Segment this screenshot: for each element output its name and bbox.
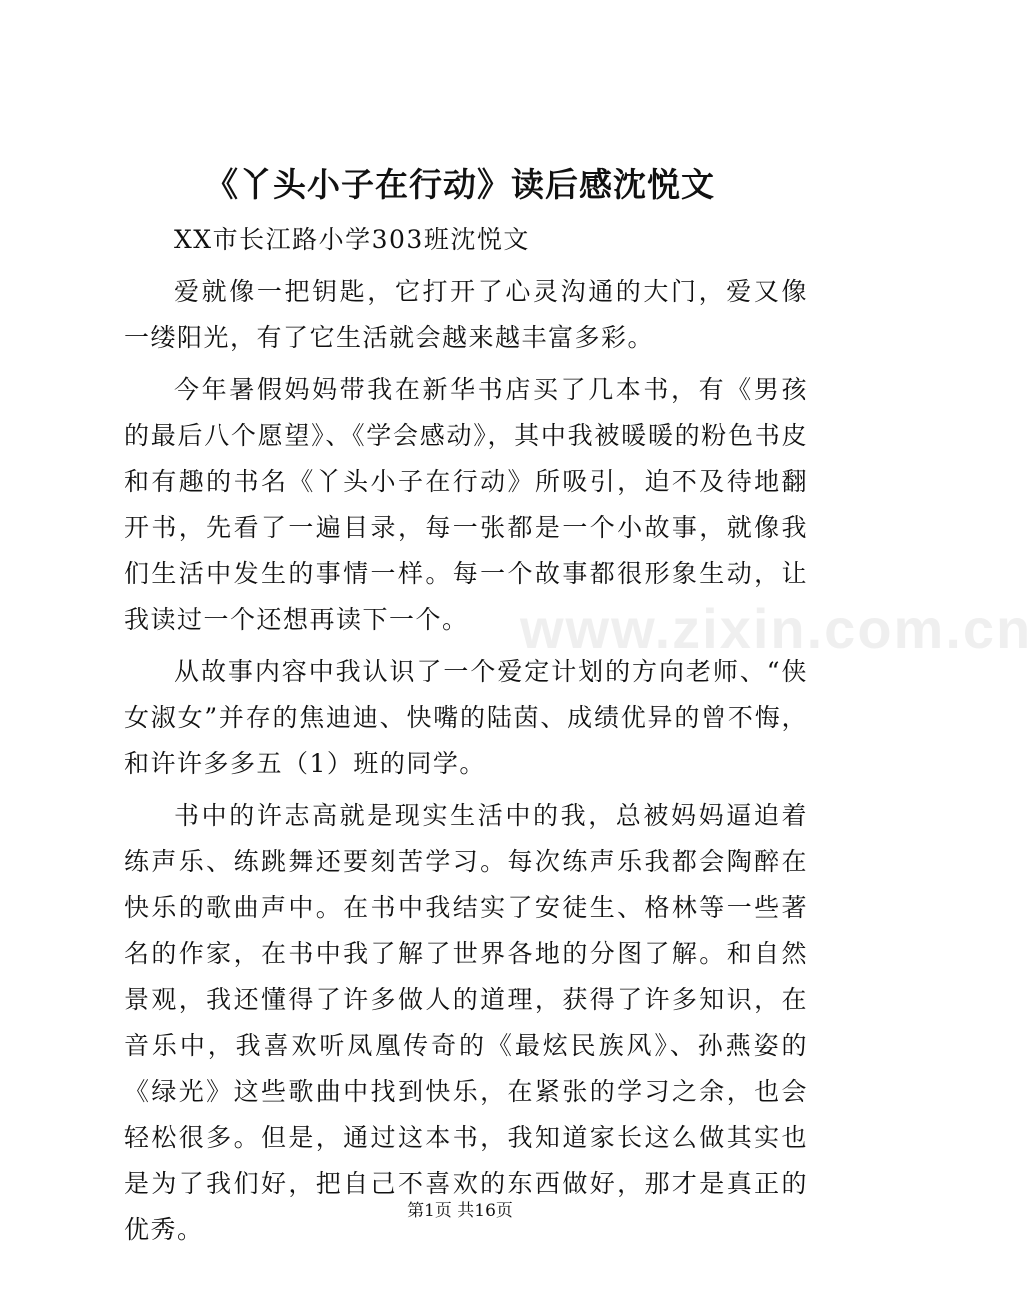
author-line: XX市长江路小学303班沈悦文 xyxy=(174,225,530,254)
paragraph-4: 书中的许志高就是现实生活中的我，总被妈妈逼迫着练声乐、练跳舞还要刻苦学习。每次练声乐我都会陶醉在快乐的歌曲声中。在书中我结实了安徒生、格林等一些著名的作家，在书中我了解了世界各地的分图了解。和自然景观，我还懂得了许多做人的道理，获得了许多知识，在音乐中，我喜欢听凤凰传奇的《最炫民族风》、孙燕姿的《绿光》这些歌曲中找到快乐，在紧张的学习之余，也会轻松很多。但是，通过这本书，我知道家长这么做其实也是为了我们好，把自己不喜欢的东西做好，那才是真正的优秀。 xyxy=(124,801,808,1244)
watermark-text: www.zixin.com.cn xyxy=(520,597,1032,660)
document-title: 《丫头小子在行动》读后感沈悦文 xyxy=(205,165,715,204)
document-body xyxy=(124,217,808,1259)
page-footer: 第1页 共16页 xyxy=(407,1201,513,1221)
paragraph-1: 爱就像一把钥匙，它打开了心灵沟通的大门，爱又像一缕阳光，有了它生活就会越来越丰富多彩。 xyxy=(124,277,808,352)
paragraph-2: 今年暑假妈妈带我在新华书店买了几本书，有《男孩的最后八个愿望》、《学会感动》，其中我被暖暖的粉色书皮和有趣的书名《丫头小子在行动》所吸引，迫不及待地翻开书，先看了一遍目录，每一张都是一个小故事，就像我们生活中发生的事情一样。每一个故事都很形象生动，让我读过一个还想再读下一个。 xyxy=(124,375,808,634)
paragraph-3: 从故事内容中我认识了一个爱定计划的方向老师、“侠女淑女”并存的焦迪迪、快嘴的陆茵、成绩优异的曾不悔，和许许多多五（1）班的同学。 xyxy=(124,657,808,778)
